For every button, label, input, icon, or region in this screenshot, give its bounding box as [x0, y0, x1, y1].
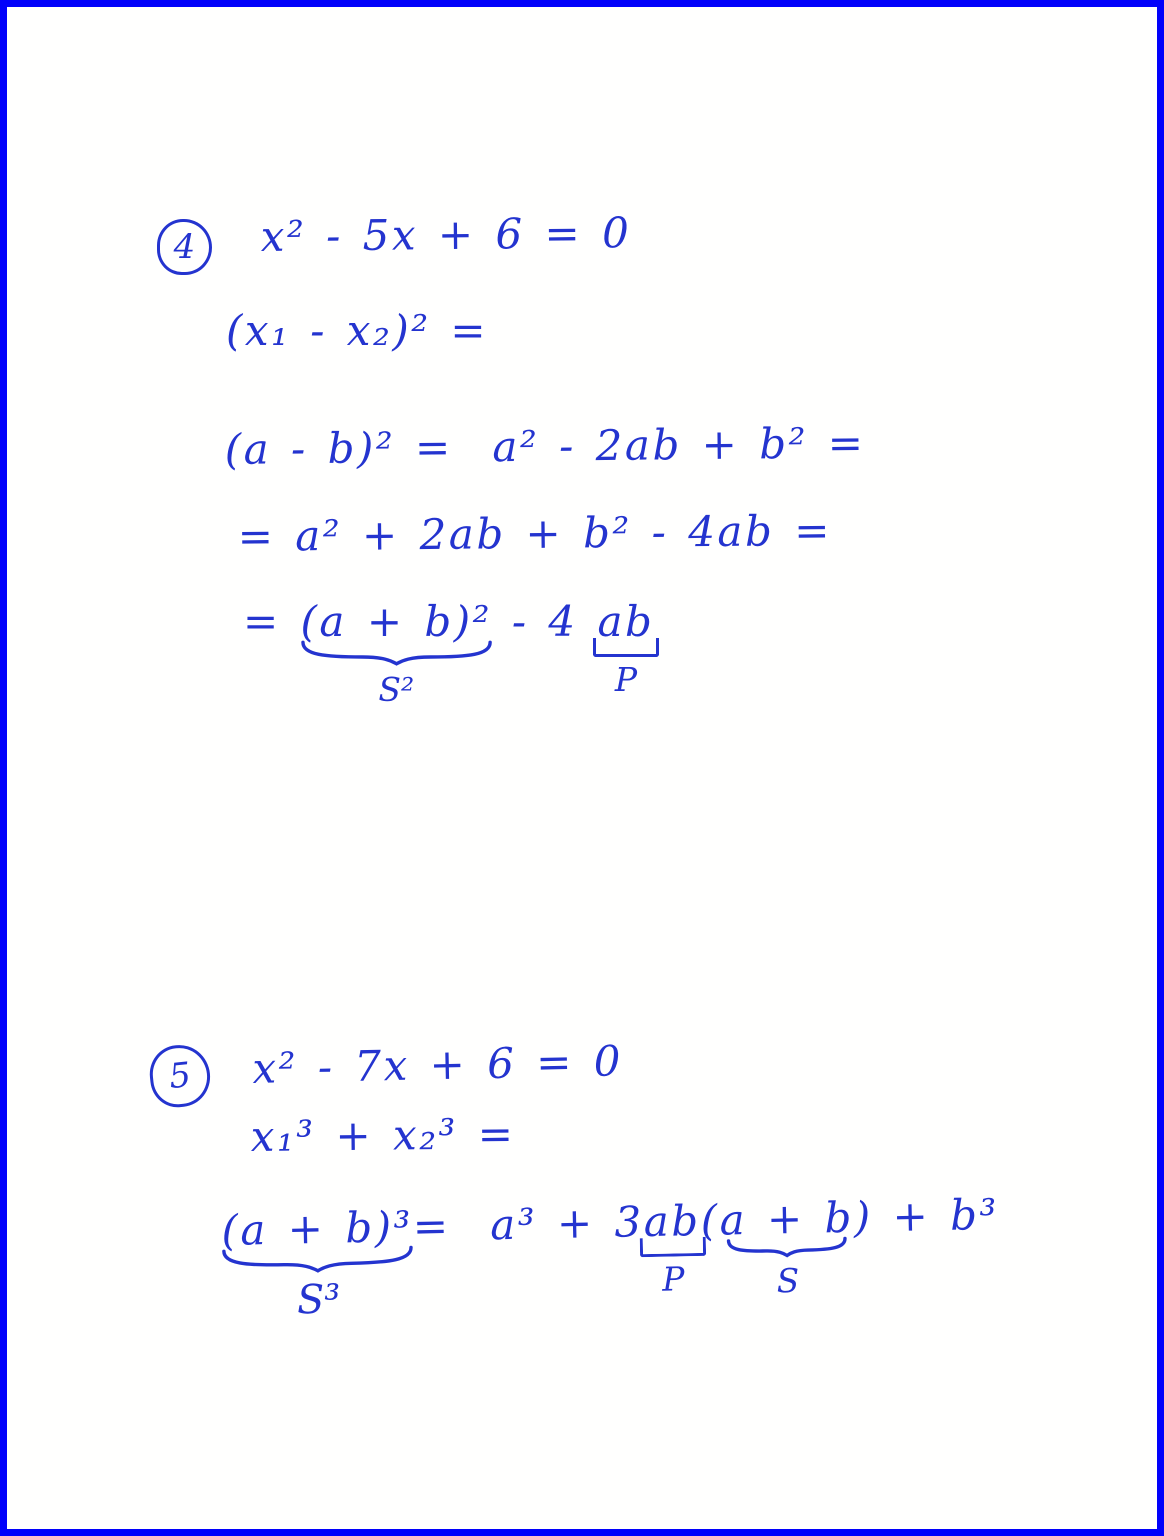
p4-result-prefix: =	[243, 597, 301, 646]
p5-sum-label: S	[776, 1261, 800, 1301]
p5-result-line	[220, 1189, 1000, 1324]
p4-identity: (a - b)² = a² - 2ab + b² =	[224, 418, 866, 475]
p5-result-suffix: + b³	[872, 1189, 1000, 1242]
p4-expansion: = a² + 2ab + b² - 4ab =	[237, 505, 833, 561]
p5-result-equals: = a³ + 3	[412, 1197, 645, 1251]
p4-product-label: P	[614, 660, 638, 700]
p5-sum-group	[700, 1192, 874, 1301]
problem-4-badge: 4	[157, 219, 212, 275]
p4-square-label: S²	[378, 670, 415, 710]
p5-cube-term: (a + b)³	[220, 1202, 414, 1256]
p4-result-middle: - 4	[491, 597, 598, 646]
p5-cube-label: S³	[296, 1276, 341, 1324]
p4-product-term: ab	[597, 597, 655, 646]
underbracket-icon	[640, 1237, 706, 1257]
p4-square-term: (a + b)²	[300, 597, 492, 646]
p5-product-group	[643, 1195, 702, 1300]
p5-equation: x² - 7x + 6 = 0	[251, 1036, 624, 1094]
underbrace-icon	[218, 1244, 418, 1275]
p5-product-term: ab	[643, 1195, 702, 1247]
p4-product-group	[597, 597, 655, 700]
p4-square-group	[300, 597, 492, 710]
p5-sum-term: (a + b)	[700, 1192, 874, 1245]
underbrace-icon	[725, 1236, 849, 1259]
underbracket-icon	[593, 638, 659, 657]
p5-cube-group	[220, 1202, 414, 1324]
p4-result-line	[243, 597, 655, 710]
p4-equation: x² - 5x + 6 = 0	[260, 208, 632, 262]
underbrace-icon	[297, 639, 496, 666]
problem-5-badge: 5	[147, 1042, 213, 1110]
p4-expression: (x₁ - x₂)² =	[226, 306, 489, 355]
p5-product-label: P	[661, 1259, 685, 1300]
p5-expression: x₁³ + x₂³ =	[250, 1109, 516, 1161]
